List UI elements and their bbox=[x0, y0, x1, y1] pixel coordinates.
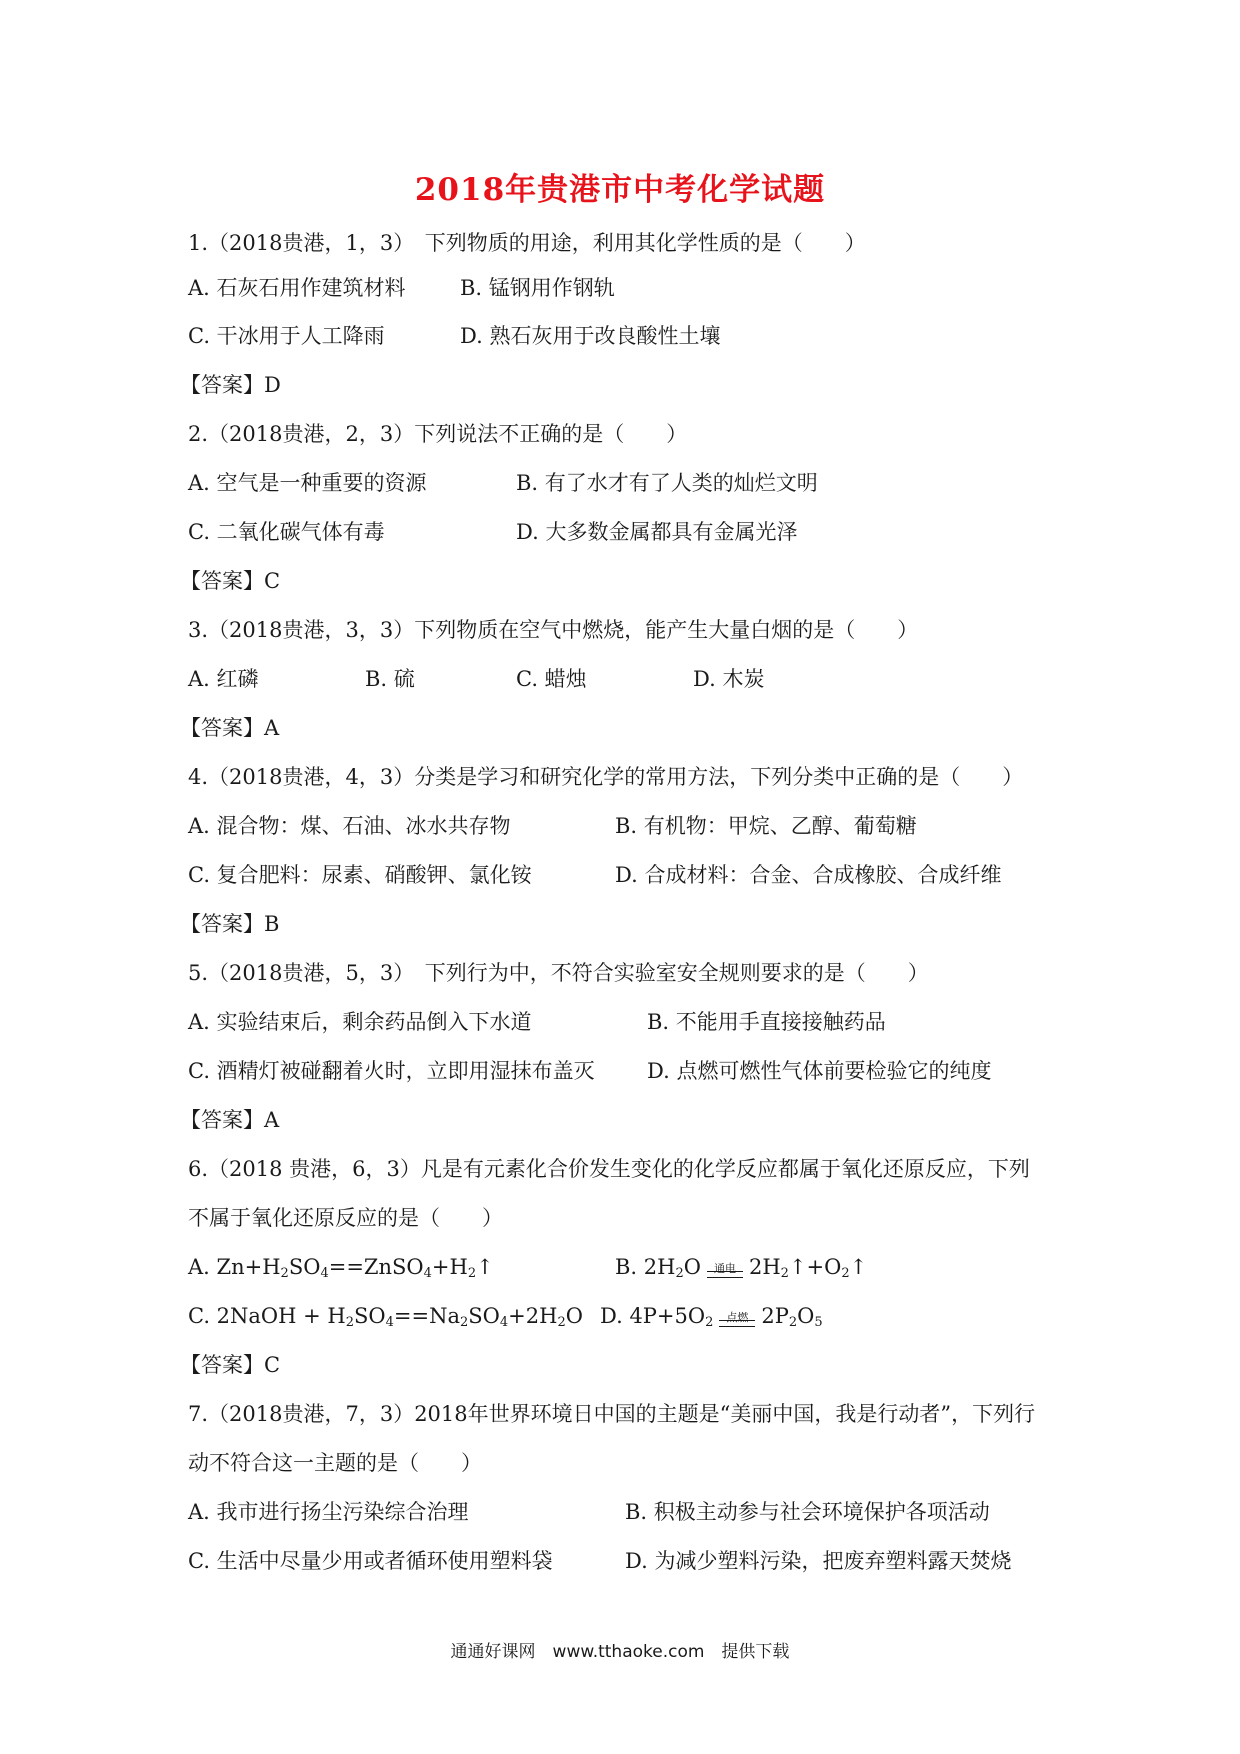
footer-source: 通通好课网 www.tthaoke.com 提供下载 bbox=[450, 1642, 790, 1662]
question-1-option-c: C. 干冰用于人工降雨 bbox=[188, 324, 385, 348]
question-1-answer bbox=[180, 371, 281, 399]
question-1-option-b: B. 锰钢用作钢轨 bbox=[460, 276, 615, 300]
reaction-condition: 通电 bbox=[705, 1259, 745, 1281]
question-3-stem: 3.（2018贵港，3，3）下列物质在空气中燃烧，能产生大量白烟的是（ ） bbox=[188, 618, 919, 642]
question-5-answer bbox=[180, 1106, 279, 1134]
question-6-stem-line2: 不属于氧化还原反应的是（ ） bbox=[188, 1206, 503, 1230]
question-7-option-a: A. 我市进行扬尘污染综合治理 bbox=[188, 1500, 469, 1524]
question-6-option-d: D. $4P+5O_2$ 点燃 $2P_2O_5$ bbox=[600, 1304, 823, 1330]
question-6-option-a: A. $Zn+H_2SO_4==ZnSO_4+H_2↑$ bbox=[188, 1255, 494, 1281]
question-4-option-b: B. 有机物：甲烷、乙醇、葡萄糖 bbox=[615, 814, 917, 838]
question-6-option-b: B. $2H_2O$ 通电 $2H_2↑+O_2↑$ bbox=[615, 1255, 868, 1281]
question-1-option-d: D. 熟石灰用于改良酸性土壤 bbox=[460, 324, 721, 348]
answer-label: 【答案】 bbox=[180, 716, 264, 740]
question-2-stem: 2.（2018贵港，2，3）下列说法不正确的是（ ） bbox=[188, 422, 688, 446]
question-2-option-a: A. 空气是一种重要的资源 bbox=[188, 471, 427, 495]
question-5-option-d: D. 点燃可燃性气体前要检验它的纯度 bbox=[647, 1059, 992, 1083]
question-4-option-d: D. 合成材料：合金、合成橡胶、合成纤维 bbox=[615, 863, 1002, 887]
reaction-condition: 点燃 bbox=[717, 1308, 757, 1330]
answer-value: D bbox=[264, 373, 281, 397]
question-4-option-a: A. 混合物：煤、石油、冰水共存物 bbox=[188, 814, 511, 838]
answer-label: 【答案】 bbox=[180, 1353, 264, 1377]
question-3-option-d: D. 木炭 bbox=[693, 667, 765, 691]
answer-label: 【答案】 bbox=[180, 373, 264, 397]
answer-value: C bbox=[264, 569, 281, 593]
question-5-option-c: C. 酒精灯被碰翻着火时，立即用湿抹布盖灭 bbox=[188, 1059, 595, 1083]
answer-value: C bbox=[264, 1353, 281, 1377]
question-3-option-c: C. 蜡烛 bbox=[516, 667, 587, 691]
question-6-answer bbox=[180, 1351, 280, 1379]
question-5-option-b: B. 不能用手直接接触药品 bbox=[647, 1010, 886, 1034]
question-7-option-c: C. 生活中尽量少用或者循环使用塑料袋 bbox=[188, 1549, 553, 1573]
question-4-option-c: C. 复合肥料：尿素、硝酸钾、氯化铵 bbox=[188, 863, 532, 887]
question-5-stem: 5.（2018贵港，5，3） 下列行为中，不符合实验室安全规则要求的是（ ） bbox=[188, 961, 929, 985]
question-3-answer bbox=[180, 714, 279, 742]
question-1-option-a: A. 石灰石用作建筑材料 bbox=[188, 276, 406, 300]
question-2-option-c: C. 二氧化碳气体有毒 bbox=[188, 520, 385, 544]
answer-label: 【答案】 bbox=[180, 569, 264, 593]
question-7-option-d: D. 为减少塑料污染，把废弃塑料露天焚烧 bbox=[625, 1549, 1012, 1573]
answer-value: A bbox=[264, 716, 280, 740]
question-6-option-c: C. 2NaOH + $H_2SO_4==Na_2SO_4+2H_2O$ bbox=[188, 1304, 583, 1330]
answer-value: B bbox=[264, 912, 280, 936]
question-1-stem: 1.（2018贵港，1，3） 下列物质的用途，利用其化学性质的是（ ） bbox=[188, 231, 866, 255]
question-3-option-a: A. 红磷 bbox=[188, 667, 259, 691]
page-title: 2018年贵港市中考化学试题 bbox=[414, 172, 826, 208]
question-4-stem: 4.（2018贵港，4，3）分类是学习和研究化学的常用方法，下列分类中正确的是（ ） bbox=[188, 765, 1024, 789]
question-7-option-b: B. 积极主动参与社会环境保护各项活动 bbox=[625, 1500, 990, 1524]
answer-label: 【答案】 bbox=[180, 1108, 264, 1132]
answer-label: 【答案】 bbox=[180, 912, 264, 936]
question-3-option-b: B. 硫 bbox=[365, 667, 415, 691]
question-2-option-b: B. 有了水才有了人类的灿烂文明 bbox=[516, 471, 818, 495]
question-5-option-a: A. 实验结束后，剩余药品倒入下水道 bbox=[188, 1010, 532, 1034]
question-4-answer bbox=[180, 910, 279, 938]
question-6-stem-line1: 6.（2018 贵港，6，3）凡是有元素化合价发生变化的化学反应都属于氧化还原反应，下列 bbox=[188, 1157, 1030, 1181]
answer-value: A bbox=[264, 1108, 280, 1132]
question-7-stem-line1: 7.（2018贵港，7，3）2018年世界环境日中国的主题是“美丽中国，我是行动者”，下列行 bbox=[188, 1402, 1036, 1426]
question-7-stem-line2: 动不符合这一主题的是（ ） bbox=[188, 1451, 482, 1475]
question-2-option-d: D. 大多数金属都具有金属光泽 bbox=[516, 520, 798, 544]
question-2-answer bbox=[180, 567, 280, 595]
